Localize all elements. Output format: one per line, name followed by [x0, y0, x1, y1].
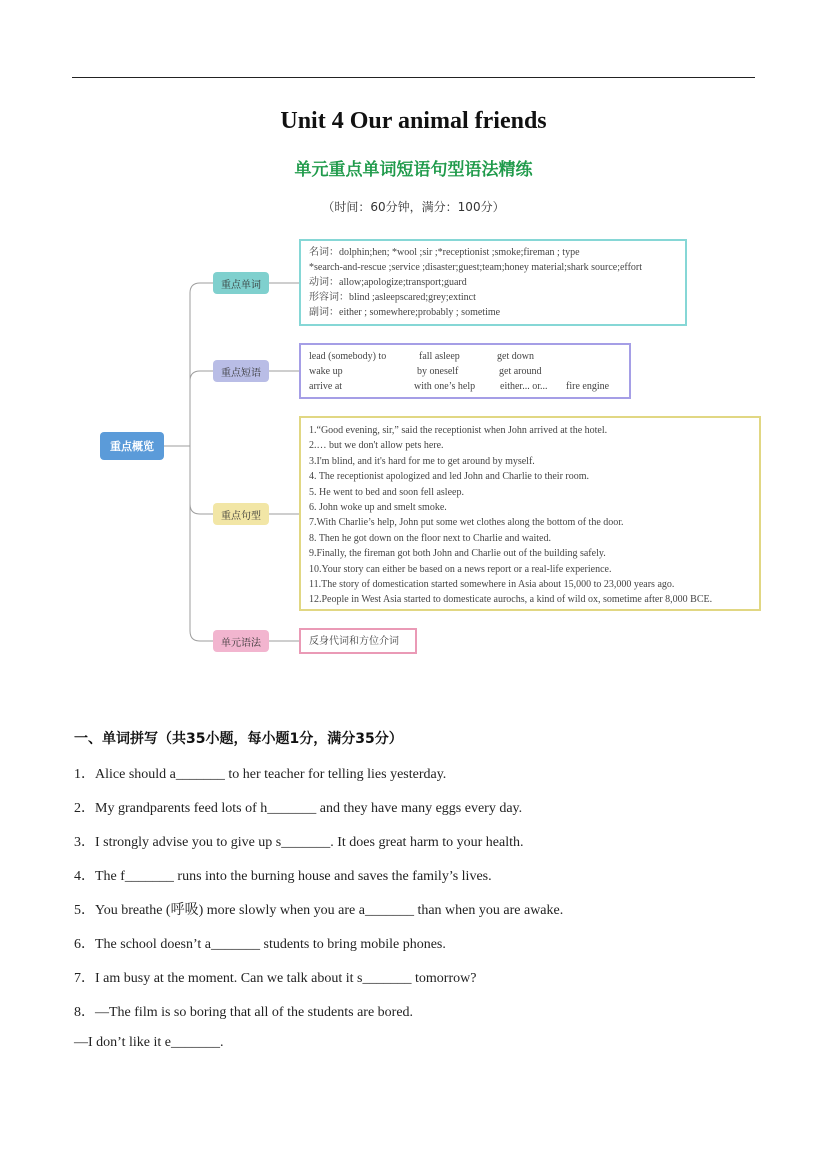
branch-key-words: 重点单词 — [213, 272, 269, 294]
question-item: 5．You breathe (呼吸) more slowly when you are a_______ than when you are awake. — [74, 903, 564, 918]
words-line: 形容词：blind ;asleepscared;grey;extinct — [309, 292, 476, 303]
sentence: 8. Then he got down on the floor next to Charlie and waited. — [309, 532, 551, 544]
words-line: 动词：allow;apologize;transport;guard — [309, 277, 467, 288]
sentence: 7.With Charlie’s help, John put some wet clothes along the bottom of the door. — [309, 517, 624, 529]
words-box — [299, 239, 687, 326]
phrase: fall asleep — [419, 351, 460, 362]
words-line: 副词：either ; somewhere;probably ; sometime — [309, 307, 501, 318]
page-subtitle: 单元重点单词短语句型语法精练 — [294, 160, 533, 180]
phrase: wake up — [309, 366, 343, 377]
page-title: Unit 4 Our animal friends — [280, 108, 547, 134]
sentence: 5. He went to bed and soon fell asleep. — [309, 486, 464, 498]
grammar-box: 反身代词和方位介词 — [299, 628, 417, 654]
sentence: 10.Your story can either be based on a news report or a real-life experience. — [309, 563, 612, 575]
sentences-box — [299, 416, 761, 611]
sentence: 4. The receptionist apologized and led John and Charlie to their room. — [309, 471, 590, 483]
phrase-row — [309, 349, 621, 364]
phrase: lead (somebody) to — [309, 351, 387, 362]
phrase: by oneself — [417, 366, 459, 377]
question-item: 3．I strongly advise you to give up s_______. It does great harm to your health. — [74, 835, 524, 850]
phrase: fire engine — [566, 381, 610, 392]
sentence: 9.Finally, the fireman got both John and Charlie out of the building safely. — [309, 548, 606, 560]
words-line: 名词：dolphin;hen; *wool ;sir ;*receptionist ;smoke;fireman ; type — [309, 247, 580, 258]
mindmap-root: 重点概览 — [100, 432, 164, 460]
question-item: 6．The school doesn’t a_______ students to bring mobile phones. — [74, 937, 446, 952]
branch-key-sentences: 重点句型 — [213, 503, 269, 525]
time-info: （时间：60分钟，满分：100分） — [322, 200, 505, 214]
question-item: 4．The f_______ runs into the burning house and saves the family’s lives. — [74, 869, 492, 884]
phrase-row — [309, 379, 621, 394]
sentence: 3.I'm blind, and it's hard for me to get around by myself. — [309, 455, 535, 467]
phrase: get around — [499, 366, 542, 377]
sentence: 11.The story of domestication started somewhere in Asia about 15,000 to 23,000 years ago. — [309, 579, 675, 591]
question-item: —I don’t like it e_______. — [74, 1035, 224, 1050]
section-heading: 一、单词拼写（共35小题，每小题1分，满分35分） — [74, 731, 403, 747]
sentence: 2.… but we don't allow pets here. — [309, 440, 444, 452]
words-line: *search-and-rescue ;service ;disaster;guest;team;honey material;shark source;effort — [309, 262, 643, 273]
sentence: 6. John woke up and smelt smoke. — [309, 502, 447, 514]
branch-grammar: 单元语法 — [213, 630, 269, 652]
question-item: 2．My grandparents feed lots of h_______ and they have many eggs every day. — [74, 801, 523, 816]
phrase: with one’s help — [414, 381, 476, 392]
phrase: arrive at — [309, 381, 343, 392]
phrases-box — [299, 343, 631, 399]
sentence: 1.“Good evening, sir,” said the receptionist when John arrived at the hotel. — [309, 425, 608, 436]
question-item: 1．Alice should a_______ to her teacher for telling lies yesterday. — [74, 767, 447, 782]
phrase: either... or... — [500, 381, 548, 392]
branch-key-phrases: 重点短语 — [213, 360, 269, 382]
sentence: 12.People in West Asia started to domesticate aurochs, a kind of wild ox, sometime after 8,000 BCE. — [309, 594, 713, 606]
question-item: 8．—The film is so boring that all of the students are bored. — [74, 1005, 414, 1020]
phrase-row — [309, 364, 621, 379]
question-item: 7．I am busy at the moment. Can we talk about it s_______ tomorrow? — [74, 971, 477, 986]
phrase: get down — [497, 351, 534, 362]
